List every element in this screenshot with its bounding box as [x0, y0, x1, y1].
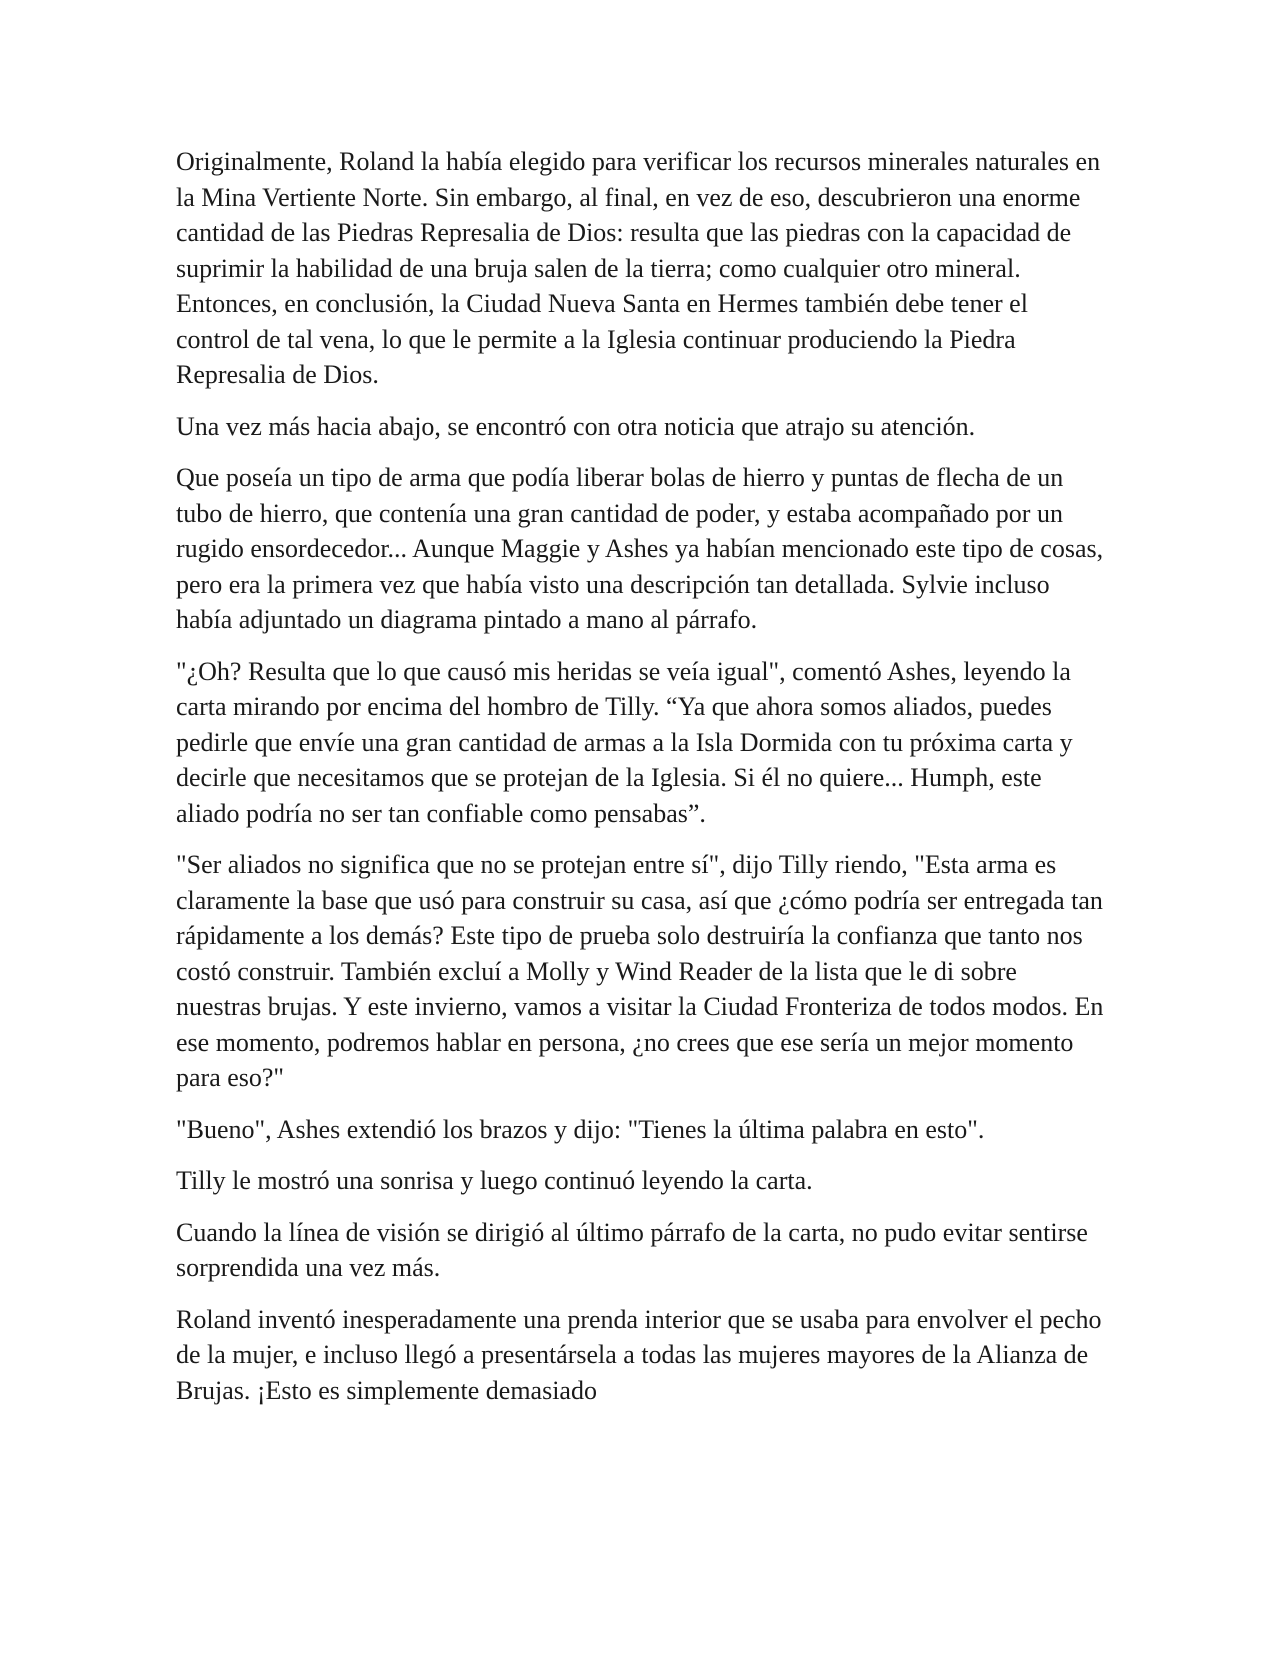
paragraph: Roland inventó inesperadamente una prenda interior que se usaba para envolver el pecho de la mujer, e incluso llegó a presentársela a todas las mujeres mayores de la Alianza de Brujas. ¡Esto es simplemente demasiado [176, 1304, 1102, 1405]
paragraph: "¿Oh? Resulta que lo que causó mis heridas se veía igual", comentó Ashes, leyendo la carta mirando por encima del hombro de Tilly. “Ya que ahora somos aliados, puedes pedirle que envíe una gran cantidad de armas a la Isla Dormida con tu próxima carta y decirle que necesitamos que se protejan de la Iglesia. Si él no quiere... Humph, este aliado podría no ser tan confiable como pensabas”. [176, 656, 1073, 828]
paragraph: Originalmente, Roland la había elegido para verificar los recursos minerales naturales en la Mina Vertiente Norte. Sin embargo, al final, en vez de eso, descubrieron una enorme cantidad de las Piedras Represalia de Dios: resulta que las piedras con la capacidad de suprimir la habilidad de una bruja salen de la tierra; como cualquier otro mineral. Entonces, en conclusión, la Ciudad Nueva Santa en Hermes también debe tener el control de tal vena, lo que le permite a la Iglesia continuar produciendo la Piedra Represalia de Dios. [176, 147, 1101, 389]
document-page [176, 144, 1106, 1424]
paragraph: "Ser aliados no significa que no se protejan entre sí", dijo Tilly riendo, "Esta arma es claramente la base que usó para construir su casa, así que ¿cómo podría ser entregada tan rápidamente a los demás? Este tipo de prueba solo destruiría la confianza que tanto nos costó construir. También excluí a Molly y Wind Reader de la lista que le di sobre nuestras brujas. Y este invierno, vamos a visitar la Ciudad Fronteriza de todos modos. En ese momento, podremos hablar en persona, ¿no crees que ese sería un mejor momento para eso?" [176, 850, 1104, 1092]
paragraph: "Bueno", Ashes extendió los brazos y dijo: "Tienes la última palabra en esto". [176, 1114, 985, 1144]
paragraph: Una vez más hacia abajo, se encontró con otra noticia que atrajo su atención. [176, 411, 976, 441]
paragraph: Tilly le mostró una sonrisa y luego continuó leyendo la carta. [176, 1166, 813, 1195]
paragraph: Que poseía un tipo de arma que podía liberar bolas de hierro y puntas de flecha de un tubo de hierro, que contenía una gran cantidad de poder, y estaba acompañado por un rugido ensordecedor... Aunque Maggie y Ashes ya habían mencionado este tipo de cosas, pero era la primera vez que había visto una descripción tan detallada. Sylvie incluso había adjuntado un diagrama pintado a mano al párrafo. [176, 463, 1104, 634]
paragraph: Cuando la línea de visión se dirigió al último párrafo de la carta, no pudo evitar sentirse sorprendida una vez más. [176, 1217, 1088, 1282]
